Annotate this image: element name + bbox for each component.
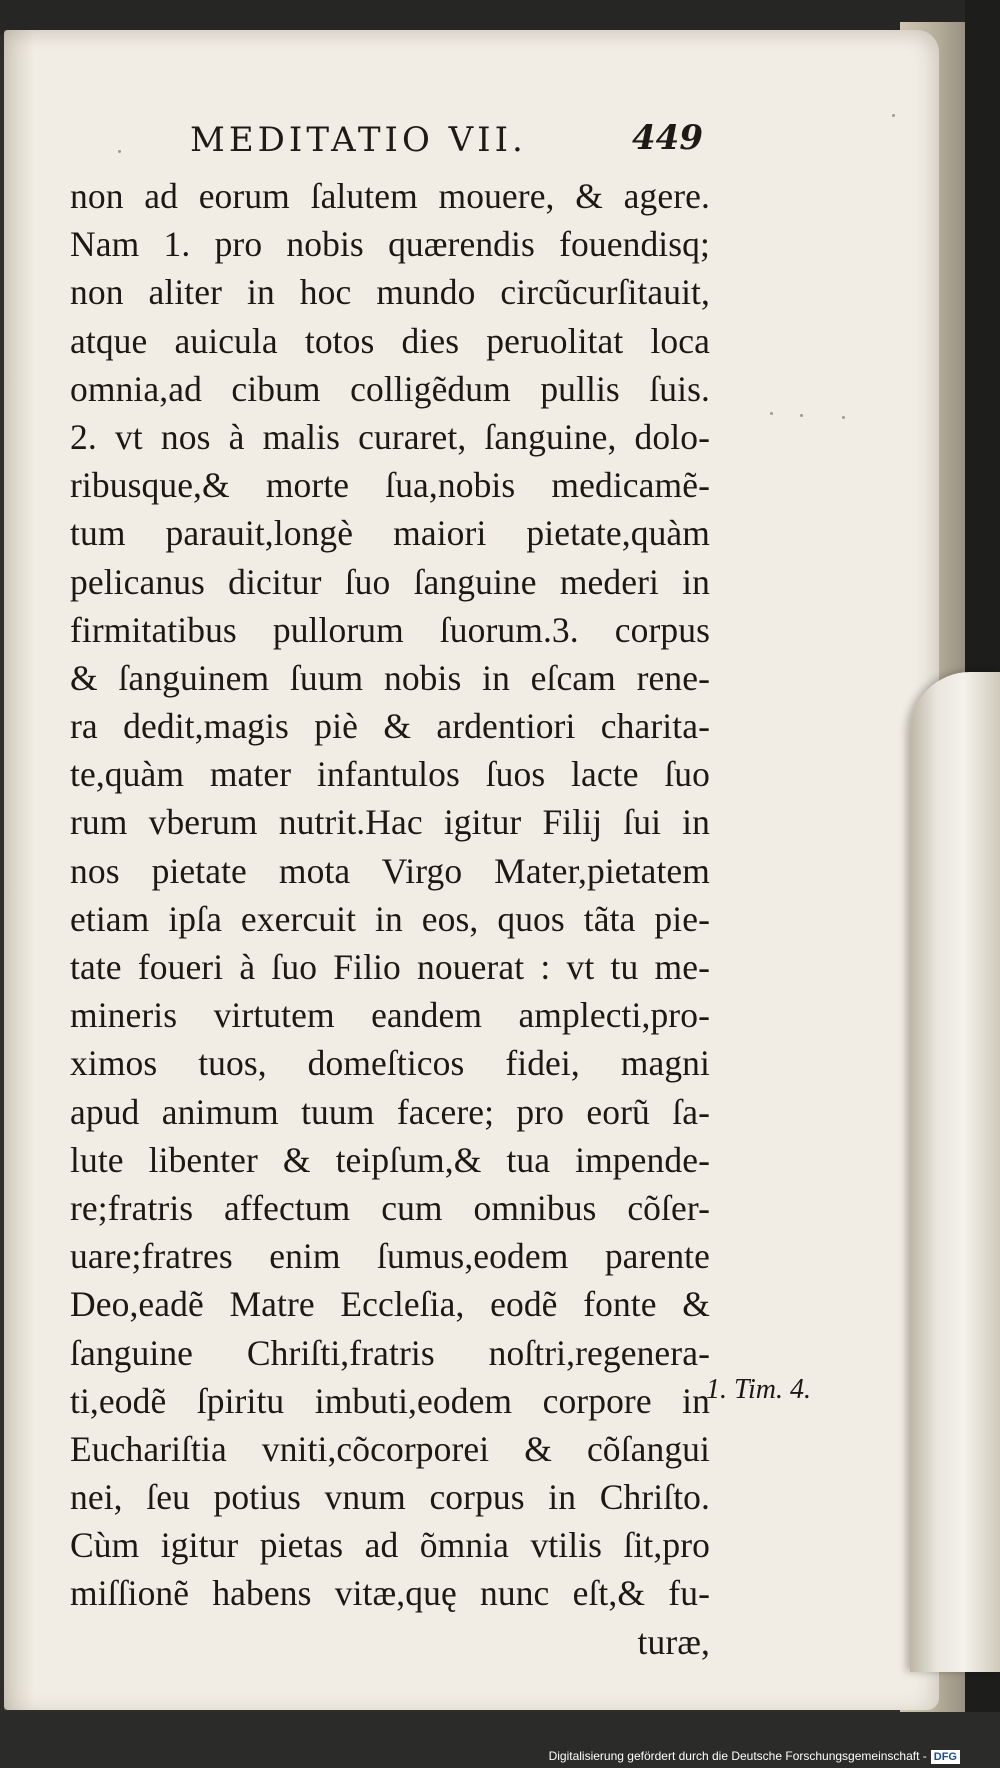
text-line: omnia,ad cibum colligẽdum pullis ſuis.: [70, 368, 710, 409]
text-line: ra dedit,magis piè & ardentiori charita-: [70, 706, 710, 747]
text-line: atque auicula totos dies peruolitat loca: [70, 320, 710, 361]
text-line: nos pietate mota Virgo Mater,pietatem: [70, 850, 710, 891]
text-line: Cùm igitur pietas ad õmnia vtilis ſit,pro: [70, 1525, 710, 1566]
text-line: non ad eorum ſalutem mouere, & agere.: [70, 176, 710, 216]
dfg-logo: DFG: [931, 1750, 960, 1764]
text-line: lute libenter & teipſum,& tua impende-: [70, 1139, 710, 1180]
text-line: ribusque,& morte ſua,nobis medicamẽ-: [70, 465, 710, 506]
page-gutter-shadow: [4, 30, 34, 1710]
text-line: & ſanguinem ſuum nobis in eſcam rene-: [70, 657, 710, 698]
text-line: 2. vt nos à malis curaret, ſanguine, dolo-: [70, 416, 710, 457]
paper-speck: [800, 414, 803, 417]
text-line: mineris virtutem eandem amplecti,pro-: [70, 995, 710, 1036]
paper-speck: [892, 114, 895, 117]
text-line: ſanguine Chriſti,fratris noſtri,regenera-: [70, 1332, 710, 1373]
page-number: 449: [632, 118, 703, 158]
paper-speck: [842, 416, 845, 419]
scanner-backdrop-top: [0, 0, 1000, 34]
curled-page-corner: [910, 672, 1000, 1672]
text-line: tate foueri à ſuo Filio nouerat : vt tu me-: [70, 947, 710, 987]
text-line: ximos tuos, domeſticos fidei, magni: [70, 1043, 710, 1084]
text-line: pelicanus dicitur ſuo ſanguine mederi in: [70, 561, 710, 602]
text-line: te,quàm mater infantulos ſuos lacte ſuo: [70, 754, 710, 795]
text-line: re;fratris affectum cum omnibus cõſer-: [70, 1187, 710, 1228]
text-line: Nam 1. pro nobis quærendis fouendisq;: [70, 224, 710, 265]
text-line: etiam ipſa exercuit in eos, quos tãta pie-: [70, 898, 710, 939]
credit-text: Digitalisierung gefördert durch die Deutsche Forschungsgemeinschaft -: [548, 1749, 927, 1763]
text-line: apud animum tuum facere; pro eorũ ſa-: [70, 1091, 710, 1132]
text-line: miſſionẽ habens vitæ,quę nunc eſt,& fu-: [70, 1573, 710, 1614]
text-block: [70, 172, 710, 1666]
text-line: ti,eodẽ ſpiritu imbuti,eodem corpore in: [70, 1380, 710, 1421]
text-line: firmitatibus pullorum ſuorum.3. corpus: [70, 609, 710, 650]
paper-speck: [770, 412, 773, 415]
catchword-line: turæ,: [637, 1621, 710, 1662]
digitization-credit: [549, 1749, 960, 1764]
text-line: non aliter in hoc mundo circũcurſitauit,: [70, 272, 710, 313]
text-line: rum vberum nutrit.Hac igitur Filij ſui in: [70, 802, 710, 843]
text-line: nei, ſeu potius vnum corpus in Chriſto.: [70, 1477, 710, 1518]
text-line: Deo,eadẽ Matre Eccleſia, eodẽ fonte &: [70, 1284, 710, 1325]
paper-speck: [118, 150, 121, 153]
marginal-note: 1. Tim. 4.: [706, 1374, 812, 1405]
text-line: Euchariſtia vniti,cõcorporei & cõſangui: [70, 1428, 710, 1469]
text-line: tum parauit,longè maiori pietate,quàm: [70, 513, 710, 554]
text-line: uare;fratres enim ſumus,eodem parente: [70, 1236, 710, 1277]
running-head: MEDITATIO VII.: [190, 120, 527, 160]
